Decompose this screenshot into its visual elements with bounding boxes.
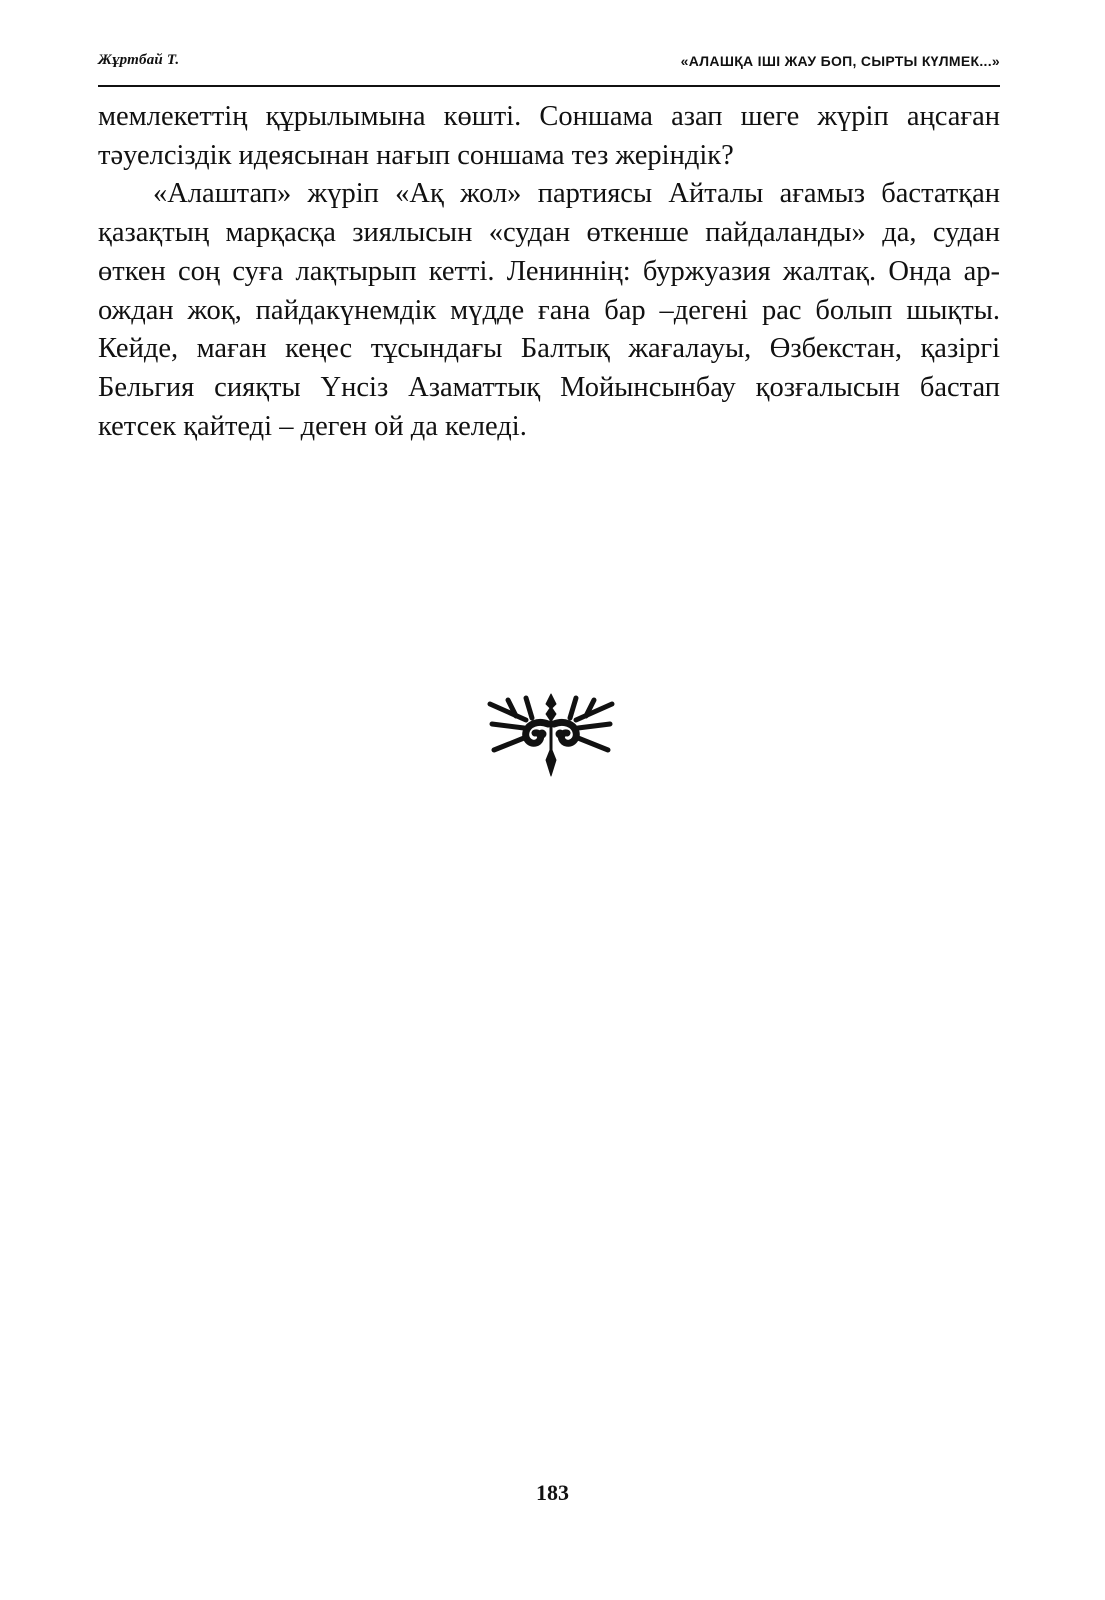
header-author: Жұртбай Т. — [98, 52, 180, 68]
kazakh-ornament-icon — [486, 690, 616, 780]
paragraph-continuation: мемлекеттің құрылымына көшті. Соншама азап шеге жүріп аңсаған тәуелсіздік идеясынан нағып соншама тез жеріндік? — [98, 101, 1000, 171]
paragraph: «Алаштап» жүріп «Ақ жол» партиясы Айталы ағамыз бастатқан қазақтың марқасқа зиялысын «судан өткенше пайдаланды» да, судан өткен соң суға лақтырып кетті. Лениннің: буржуазия жалтақ. Онда ар-ождан жоқ, пайдакүнемдік мүдде ғана бар –дегені рас болып шықты. Кейде, маған кеңес тұсындағы Балтық жағалауы, Өзбекстан, қазіргі Бельгия сияқты Үнсіз Азаматтық Мойынсынбау қозғалысын бастап кетсек қайтеді – деген ой да келеді. — [98, 178, 1000, 442]
header-rule — [98, 85, 1000, 87]
page-number: 183 — [536, 1480, 569, 1505]
main-text — [98, 98, 1000, 446]
header-title: «АЛАШҚА ІШІ ЖАУ БОП, СЫРТЫ КҮЛМЕК...» — [680, 53, 1000, 69]
running-header — [98, 48, 1000, 78]
